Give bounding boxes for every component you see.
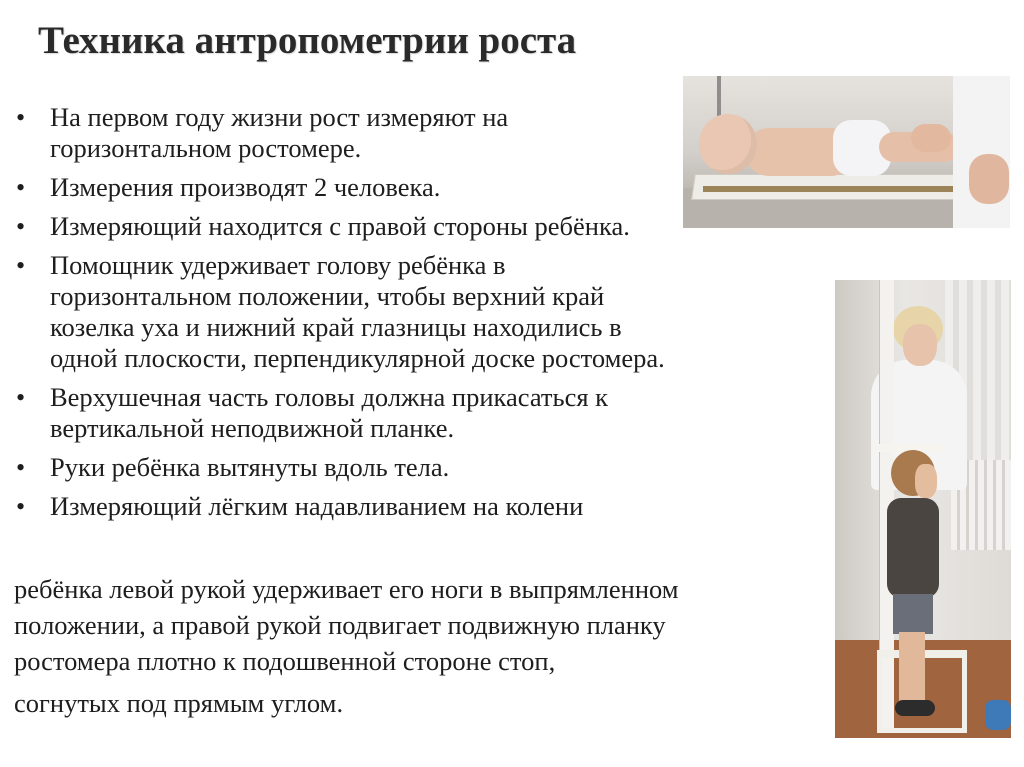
bullet-line: • Измеряющий находится с правой стороны ребёнка. bbox=[50, 211, 630, 241]
bullet-line: • Верхушечная часть головы должна прикасаться к bbox=[50, 382, 609, 412]
continuation-line: положении, а правой рукой подвигает подвижную планку bbox=[14, 610, 666, 640]
bullet-item bbox=[14, 211, 665, 242]
bullet-item bbox=[14, 382, 665, 444]
bullet-line: козелка уха и нижний край глазницы находились в bbox=[50, 312, 622, 342]
bullet-item bbox=[14, 172, 665, 203]
child-stadiometer-photo bbox=[835, 280, 1011, 738]
bullet-item bbox=[14, 250, 665, 374]
bullet-line: горизонтальном положении, чтобы верхний край bbox=[50, 281, 605, 311]
continuation-line: ростомера плотно к подошвенной стороне стоп, bbox=[14, 646, 556, 676]
bullet-line: вертикальной неподвижной планке. bbox=[50, 413, 455, 443]
continuation-line: согнутых под прямым углом. bbox=[14, 688, 344, 718]
bullet-item bbox=[14, 102, 665, 164]
bullet-line: • Помощник удерживает голову ребёнка в bbox=[50, 250, 506, 280]
continuation-line: ребёнка левой рукой удерживает его ноги в выпрямленном bbox=[14, 574, 679, 604]
bullet-line: • На первом году жизни рост измеряют на bbox=[50, 102, 509, 132]
bullet-item bbox=[14, 491, 665, 522]
bullet-line: горизонтальном ростомере. bbox=[50, 133, 362, 163]
bullet-list bbox=[14, 102, 665, 530]
bullet-line: • Измерения производят 2 человека. bbox=[50, 172, 441, 202]
infant-measurement-photo bbox=[683, 76, 1010, 228]
bullet-line: • Измеряющий лёгким надавливанием на колени bbox=[50, 491, 584, 521]
bullet-line: одной плоскости, перпендикулярной доске ростомера. bbox=[50, 343, 665, 373]
bullet-item bbox=[14, 452, 665, 483]
slide-title: Техника антропометрии роста bbox=[38, 19, 577, 62]
bullet-line: • Руки ребёнка вытянуты вдоль тела. bbox=[50, 452, 450, 482]
